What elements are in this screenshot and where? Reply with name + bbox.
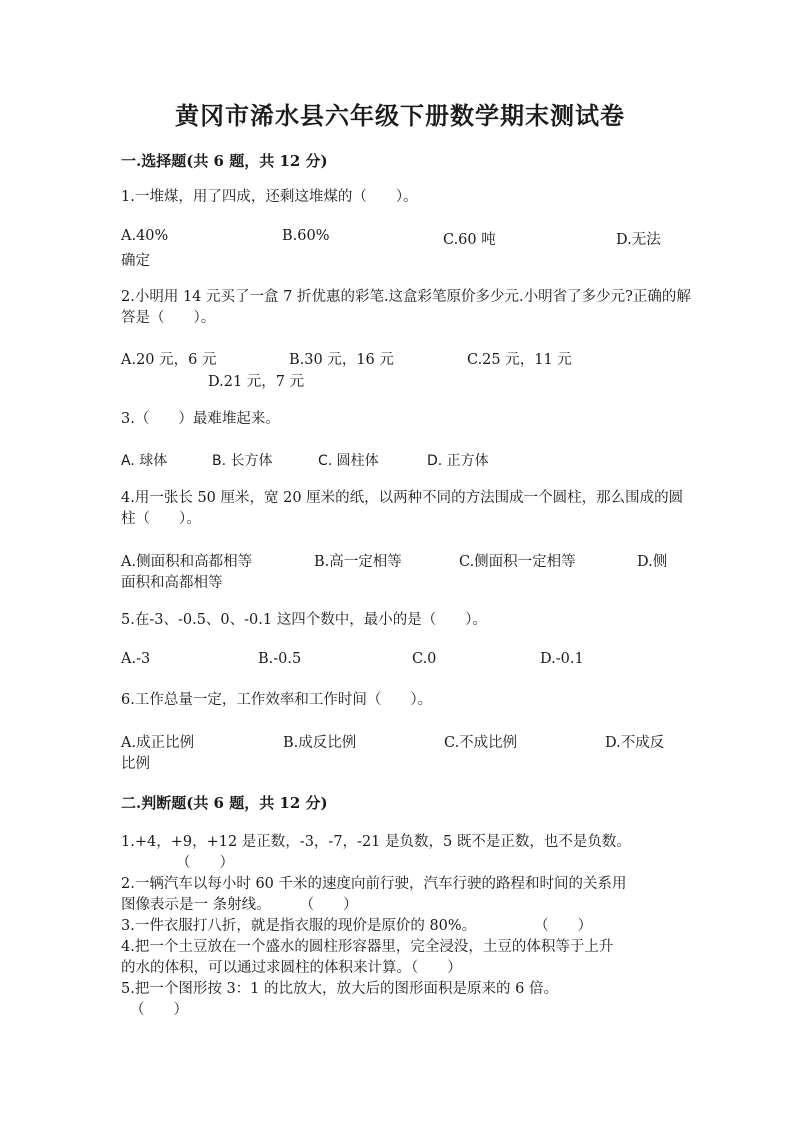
judgment-1-line-1: 1.+4，+9，+12 是正数，-3，-7，-21 是负数，5 既不是正数，也不是负数。 — [121, 834, 631, 850]
q3-option-c: C. 圆柱体 — [318, 453, 379, 469]
q4-option-a: A.侧面积和高都相等 — [121, 554, 253, 570]
question-4: 4.用一张长 50 厘米，宽 20 厘米的纸，以两种不同的方法围成一个圆柱，那么围成的圆柱（ ）。 — [121, 490, 684, 527]
judgment-4-line-2: 的水的体积，可以通过求圆柱的体积来计算。（ ） — [121, 960, 462, 976]
judgment-3: 3.一件衣服打八折，就是指衣服的现价是原价的 80%。 （ ） — [121, 918, 593, 934]
q5-option-a: A.-3 — [121, 651, 151, 667]
q6-option-b: B.成反比例 — [283, 735, 357, 751]
section-heading-choice: 一.选择题(共 6 题，共 12 分) — [121, 152, 328, 170]
q5-option-c: C.0 — [412, 651, 437, 667]
q2-option-c: C.25 元，11 元 — [467, 352, 572, 368]
judgment-5-line-1: 5.把一个图形按 3：1 的比放大，放大后的图形面积是原来的 6 倍。 — [121, 981, 558, 997]
question-6: 6.工作总量一定，工作效率和工作时间（ ）。 — [121, 692, 433, 708]
q1-option-c: C.60 吨 — [443, 232, 496, 248]
q2-option-a: A.20 元，6 元 — [121, 352, 217, 368]
q1-option-b: B.60% — [282, 228, 330, 244]
q3-option-b: B. 长方体 — [212, 453, 273, 469]
q1-option-d: D.无法 — [616, 232, 661, 248]
q6-option-a: A.成正比例 — [121, 735, 195, 751]
q1-option-d-continued: 确定 — [121, 253, 150, 269]
q4-option-c: C.侧面积一定相等 — [459, 554, 576, 570]
q4-option-d-continued: 面积和高都相等 — [121, 575, 223, 591]
question-5: 5.在-3、-0.5、0、-0.1 这四个数中，最小的是（ ）。 — [121, 612, 487, 628]
q3-option-d: D. 正方体 — [427, 453, 489, 469]
page-title: 黄冈市浠水县六年级下册数学期末测试卷 — [175, 101, 625, 130]
section-heading-judgment: 二.判断题(共 6 题，共 12 分) — [121, 794, 328, 812]
question-3: 3.（ ）最难堆起来。 — [121, 411, 280, 427]
q4-option-d: D.侧 — [637, 554, 668, 570]
q6-option-d: D.不成反 — [605, 735, 665, 751]
judgment-2-line-1: 2.一辆汽车以每小时 60 千米的速度向前行驶，汽车行驶的路程和时间的关系用 — [121, 876, 627, 892]
judgment-1-answer: （ ） — [176, 855, 234, 871]
q6-option-d-continued: 比例 — [121, 756, 150, 772]
q6-option-c: C.不成比例 — [444, 735, 518, 751]
q4-option-b: B.高一定相等 — [314, 554, 402, 570]
q5-option-b: B.-0.5 — [258, 651, 302, 667]
q1-option-a: A.40% — [121, 228, 169, 244]
q3-option-a: A. 球体 — [121, 453, 168, 469]
judgment-4-line-1: 4.把一个土豆放在一个盛水的圆柱形容器里，完全浸没，土豆的体积等于上升 — [121, 939, 614, 955]
judgment-5-answer: （ ） — [130, 1002, 188, 1018]
question-1: 1.一堆煤，用了四成，还剩这堆煤的（ ）。 — [121, 189, 418, 205]
q5-option-d: D.-0.1 — [540, 651, 584, 667]
q2-option-b: B.30 元，16 元 — [289, 352, 394, 368]
question-2: 2.小明用 14 元买了一盒 7 折优惠的彩笔.这盒彩笔原价多少元.小明省了多少元?正确的解答是（ ）。 — [121, 289, 691, 326]
q2-option-d: D.21 元，7 元 — [208, 374, 305, 390]
judgment-2-line-2: 图像表示是一 条射线。 （ ） — [121, 897, 358, 913]
